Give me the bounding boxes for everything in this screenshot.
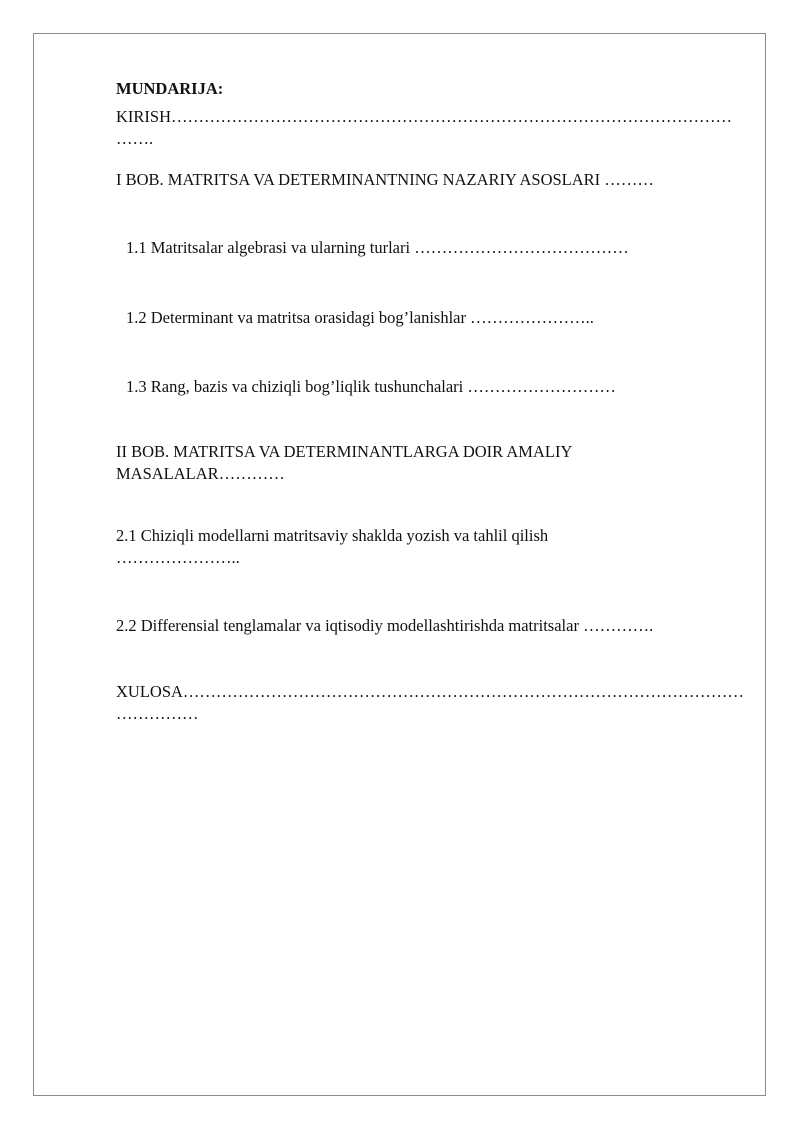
toc-entry-label: XULOSA: [116, 682, 183, 701]
toc-entry-leader: …………………..: [470, 308, 594, 327]
toc-entry-chapter-2[interactable]: [116, 441, 676, 485]
toc-entry-section-2-1[interactable]: [116, 525, 636, 569]
toc-entry-section-1-3[interactable]: [126, 376, 746, 398]
toc-entry-leader: ………: [604, 170, 654, 189]
toc-entry-label: 1.2 Determinant va matritsa orasidagi bog’lanishlar: [126, 308, 471, 327]
toc-entry-label: 2.1 Chiziqli modellarni matritsaviy shaklda yozish va tahlil qilish: [116, 526, 549, 545]
toc-entry-leader: ………………………: [467, 377, 616, 396]
toc-entry-section-1-1[interactable]: [126, 237, 746, 259]
document-page: [33, 33, 766, 1096]
toc-entry-leader: ……………………………………………………………………………………………….: [116, 107, 733, 148]
toc-entry-label: I BOB. MATRITSA VA DETERMINANTNING NAZARIY ASOSLARI: [116, 170, 605, 189]
toc-entry-label: 1.1 Matritsalar algebrasi va ularning turlari: [126, 238, 415, 257]
toc-entry-leader: …………: [218, 464, 285, 483]
toc-entry-leader: …………………………………: [414, 238, 629, 257]
toc-entry-section-2-2[interactable]: [116, 615, 746, 637]
toc-entry-label: KIRISH: [116, 107, 172, 126]
toc-entry-section-1-2[interactable]: [126, 307, 746, 329]
toc-entry-leader: …………………..: [116, 548, 240, 567]
toc-entry-label: 1.3 Rang, bazis va chiziqli bog’liqlik tushunchalari: [126, 377, 468, 396]
toc-entry-leader: ………………………………………………………………………………………………………: [116, 682, 744, 723]
toc-entry-chapter-1[interactable]: [116, 169, 746, 191]
toc-title: MUNDARIJA:: [116, 79, 224, 98]
toc-entry-xulosa[interactable]: [116, 681, 746, 725]
toc-entry-label: 2.2 Differensial tenglamalar va iqtisodiy modellashtirishda matritsalar: [116, 616, 584, 635]
toc-entry-label: II BOB. MATRITSA VA DETERMINANTLARGA DOIR AMALIY MASALALAR: [116, 442, 572, 483]
toc-entry-leader: ………….: [583, 616, 654, 635]
toc-entry-kirish[interactable]: [116, 106, 746, 150]
